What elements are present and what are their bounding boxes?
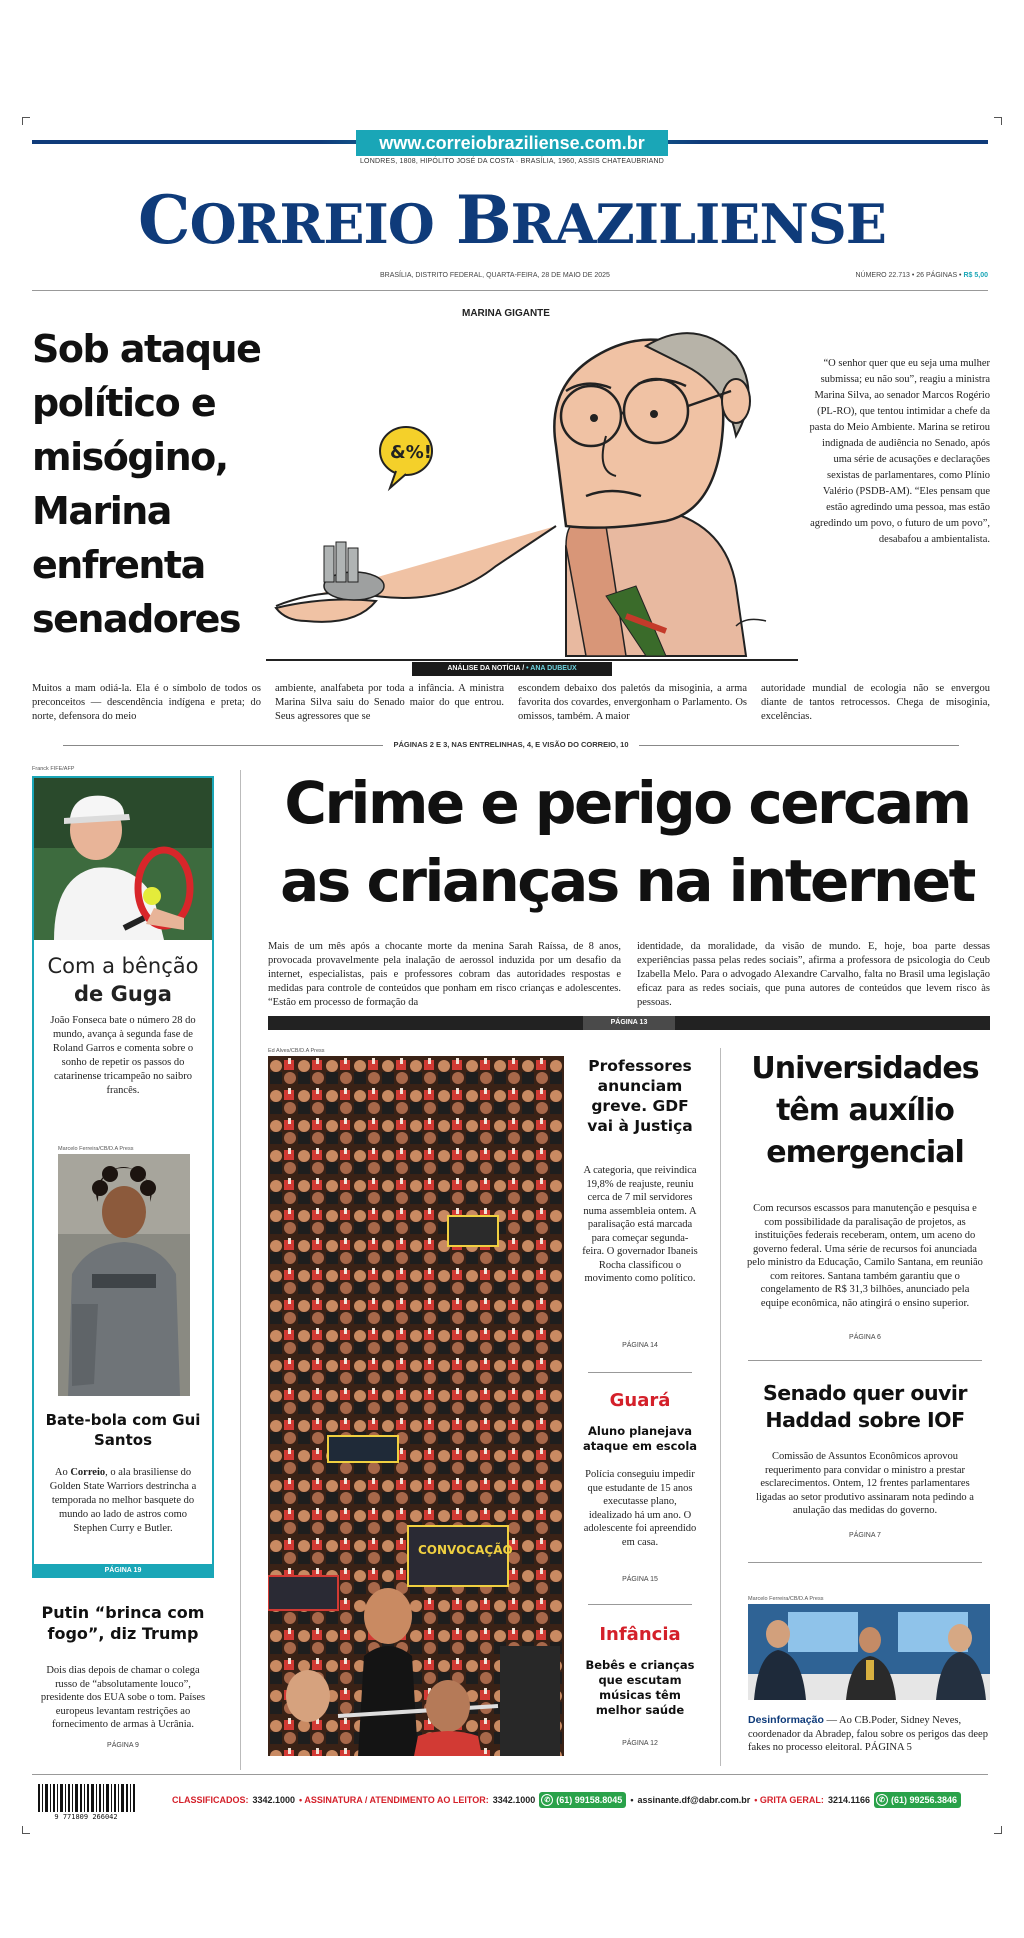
analysis-author: • ANA DUBEUX (526, 665, 577, 672)
analysis-paragraph: Muitos a mam odiá-la. Ela é o símbolo de todos os preconceitos — descendência indígena e preta; do norte, defensora do meio (32, 683, 261, 722)
barcode (36, 1782, 136, 1820)
logo-initial: B (455, 181, 511, 259)
complaints-phone[interactable]: 3214.1166 (827, 1795, 870, 1805)
contact-bar (172, 1792, 990, 1808)
disinformation-kicker[interactable]: Desinformação (748, 1714, 824, 1726)
complaints-label: • GRITA GERAL: (754, 1795, 824, 1805)
divider (32, 290, 988, 291)
guara-headline[interactable]: Aluno planejava ataque em escola (582, 1424, 698, 1453)
website-url[interactable]: www.correiobraziliense.com.br (356, 130, 668, 156)
divider (748, 1360, 982, 1361)
page-reference[interactable]: PÁGINA 13 (583, 1016, 676, 1030)
svg-text:&%!: &%! (390, 442, 432, 463)
main-story-paragraph: identidade, da moralidade, da visão de mundo. E, hoje, boa parte dessas experiências passa pelas redes sociais”, afirma a professora de psicologia do Ceub Izabella Melo. Para o advogado Alexandre Carvalho, falta no Brasil uma legislação eficaz para as redes sociais, que puna autores de conteúdos que levem risco às pessoas. (637, 941, 990, 1008)
photo-credit: Marcelo Ferreira/CB/D.A Press (58, 1146, 134, 1152)
guga-headline-bold: de Guga (74, 982, 172, 1006)
price: R$ 5,00 (963, 272, 988, 279)
disinformation-summary: — Ao CB.Poder, Sidney Neves, coordenador da Abradep, falou sobre os perigos das deep fakes no processo eleitoral. PÁGINA 5 (748, 1715, 988, 1753)
whatsapp-icon: ✆ (876, 1794, 888, 1806)
guara-section-title: Guará (609, 1390, 671, 1411)
page-reference[interactable]: PÁGINA 19 (32, 1564, 214, 1578)
main-story-columns (268, 940, 990, 1010)
cartoon-illustration (266, 296, 798, 662)
main-page-bar (268, 1016, 990, 1030)
gui-summary-body: , o ala brasiliense do Golden State Warriors destrincha a temporada no melhor basquete do mundo ao lado de astros como Stephen Curry e Butler. (49, 1467, 197, 1534)
tv-studio-photo (748, 1604, 990, 1700)
senate-headline[interactable]: Senado quer ouvir Haddad sobre IOF (762, 1381, 968, 1432)
classifieds-label: CLASSIFICADOS: (172, 1795, 249, 1805)
teachers-strike-summary: A categoria, que reivindica 19,8% de reajuste, reuniu cerca de 7 mil servidores numa assembleia ontem. A paralisação está marcada para começar segunda-feira. O governador Ibaneis Rocha classificou o movimento como político. (582, 1165, 698, 1284)
lead-summary: “O senhor quer que eu seja uma mulher submissa; eu não sou”, reagiu a ministra Marina Silva, ao senador Marcos Rogério (PL-RO), que tentou intimidar a chefe da pasta do Meio Ambiente. Marina se retirou indignada de audiência no Senado, após uma série de acusações e declarações sexistas de parlamentares, como Plínio Valério (PSDB-AM). “Eles pensam que estão agredindo uma pessoa, mas estão agredindo um povo, o futuro de um povo”, desabafou a ambientalista. (809, 358, 990, 545)
logo-word: ORREIO (189, 192, 434, 256)
analysis-columns (32, 682, 990, 724)
page-reference[interactable]: PÁGINA 15 (622, 1576, 658, 1583)
analysis-paragraph: autoridade mundial de ecologia não se envergou diante de tantos retrocessos. Chega de misoginia, excelências. (761, 683, 990, 722)
lead-headline[interactable]: Sob ataque político e misógino, Marina enfrenta senadores (32, 327, 261, 641)
founders-line: LONDRES, 1808, HIPÓLITO JOSÉ DA COSTA · BRASÍLIA, 1960, ASSIS CHATEAUBRIAND (359, 158, 665, 165)
gui-summary-brand: Correio (70, 1467, 106, 1478)
guga-headline[interactable] (34, 952, 212, 1008)
analysis-label-bar (412, 662, 612, 676)
analysis-label: ANÁLISE DA NOTÍCIA / (447, 665, 525, 672)
guga-summary: João Fonseca bate o número 28 do mundo, avança à segunda fase de Roland Garros e comenta sobre o sonho de repetir os passos do catarinense tricampeão no saibro francês. (50, 1015, 196, 1096)
crop-mark (994, 117, 1002, 125)
crop-mark (22, 1826, 30, 1834)
subscription-label: • ASSINATURA / ATENDIMENTO AO LEITOR: (299, 1795, 489, 1805)
page-reference[interactable]: PÁGINA 7 (849, 1532, 881, 1539)
pages-reference: PÁGINAS 2 E 3, NAS ENTRELINHAS, 4, E VISÃO DO CORREIO, 10 (32, 740, 990, 749)
divider (748, 1562, 982, 1563)
dateline: BRASÍLIA, DISTRITO FEDERAL, QUARTA-FEIRA, 28 DE MAIO DE 2025 (380, 272, 610, 279)
svg-text:CONVOCAÇÃO: CONVOCAÇÃO (418, 1543, 513, 1557)
whatsapp-contact[interactable] (874, 1792, 961, 1808)
tennis-player-photo (34, 778, 212, 940)
guga-headline-light: Com a bênção (47, 954, 199, 978)
edition-number: NÚMERO 22.713 • 26 PÁGINAS • (855, 272, 962, 279)
logo-word: RAZILIENSE (510, 192, 886, 256)
logo-initial: C (138, 181, 190, 259)
whatsapp-number: (61) 99158.8045 (556, 1795, 623, 1805)
classifieds-phone[interactable]: 3342.1000 (252, 1795, 296, 1805)
teachers-assembly-photo (268, 1056, 564, 1756)
photo-credit: Ed Alves/CB/D.A Press (268, 1048, 325, 1054)
main-story-paragraph: Mais de um mês após a chocante morte da menina Sarah Raíssa, de 8 anos, provocada provavelmente pela inalação de aerossol induzida por um desafio da internet, especialistas, pais e professores cobram das autoridades respostas e medidas para controle de conteúdos que ponham em risco crianças e adolescentes. “Estão em processo de formação da (268, 941, 621, 1008)
page-reference[interactable]: PÁGINA 9 (107, 1742, 139, 1749)
barcode-number: 9 771809 266042 (54, 1813, 118, 1820)
gui-headline[interactable]: Bate-bola com Gui Santos (45, 1411, 201, 1449)
senate-summary: Comissão de Assuntos Econômicos aprovou requerimento para convidar o ministro a prestar esclarecimentos. Ontem, 12 frentes parlamentares ligadas ao setor produtivo assinaram nota pedindo a anulação das medidas do governo. (756, 1451, 974, 1516)
divider (720, 1048, 721, 1766)
putin-summary: Dois dias depois de chamar o colega russo de “absolutamente louco”, presidente dos EUA sobe o tom. Países europeus levantam restrições ao fornecimento de armas à Ucrânia. (40, 1665, 206, 1730)
divider (240, 770, 241, 1770)
divider (588, 1372, 692, 1373)
whatsapp-number: (61) 99256.3846 (890, 1795, 958, 1805)
infancia-headline[interactable]: Bebês e crianças que escutam músicas têm melhor saúde (585, 1658, 695, 1717)
basketball-player-photo (58, 1154, 190, 1396)
whatsapp-contact[interactable] (539, 1792, 626, 1808)
analysis-paragraph: ambiente, analfabeta por toda a infância. A ministra Marina Silva saiu do Senado maior do que entrou. Seus agressores que se (275, 683, 504, 722)
subscription-phone[interactable]: 3342.1000 (492, 1795, 536, 1805)
newspaper-logo (108, 172, 916, 268)
divider (588, 1604, 692, 1605)
whatsapp-icon: ✆ (541, 1794, 553, 1806)
page-reference[interactable]: PÁGINA 6 (849, 1334, 881, 1341)
universities-headline[interactable]: Universidades têm auxílio emergencial (751, 1051, 979, 1170)
page-reference[interactable]: PÁGINA 12 (622, 1740, 658, 1747)
putin-headline[interactable]: Putin “brinca com fogo”, diz Trump (41, 1603, 205, 1643)
photo-credit: Marcelo Ferreira/CB/D.A Press (748, 1596, 824, 1602)
disinformation-item (748, 1714, 990, 1755)
universities-summary: Com recursos escassos para manutenção e pesquisa e com possibilidade da paralisação de projetos, as instituições federais receberam, ontem, um aceno do governo federal. Uma série de recursos foi anunciada pelo ministro da Educação, Camilo Santana, em reunião com reitores. Santana também garantiu que o congelamento de R$ 31,3 bilhões, anunciado pela equipe econômica, não atingirá o ensino superior. (747, 1203, 983, 1309)
cartoon-caption: MARINA GIGANTE (462, 308, 550, 319)
analysis-paragraph: escondem debaixo dos paletós da misoginia, a arma favorita dos covardes, envergonham o Parlamento. Os omissos, também. A maior (518, 683, 747, 722)
divider (32, 1774, 988, 1775)
infancia-section-title: Infância (599, 1624, 681, 1645)
gui-summary-prefix: Ao (54, 1467, 71, 1478)
photo-credit: Franck FIFE/AFP (32, 766, 75, 772)
crop-mark (22, 117, 30, 125)
teachers-strike-headline[interactable]: Professores anunciam greve. GDF vai à Justiça (587, 1057, 693, 1135)
crop-mark (994, 1826, 1002, 1834)
page-reference[interactable]: PÁGINA 14 (622, 1342, 658, 1349)
guara-summary: Polícia conseguiu impedir que estudante de 15 anos executasse plano, idealizado há um ano. O adolescente foi apreendido em casa. (583, 1469, 697, 1548)
main-headline[interactable]: Crime e perigo cercam as crianças na internet (280, 769, 974, 915)
edition-info (855, 272, 988, 279)
subscriber-email[interactable]: assinante.df@dabr.com.br (637, 1795, 751, 1805)
email-separator: • (630, 1795, 634, 1805)
gui-summary (44, 1466, 202, 1536)
